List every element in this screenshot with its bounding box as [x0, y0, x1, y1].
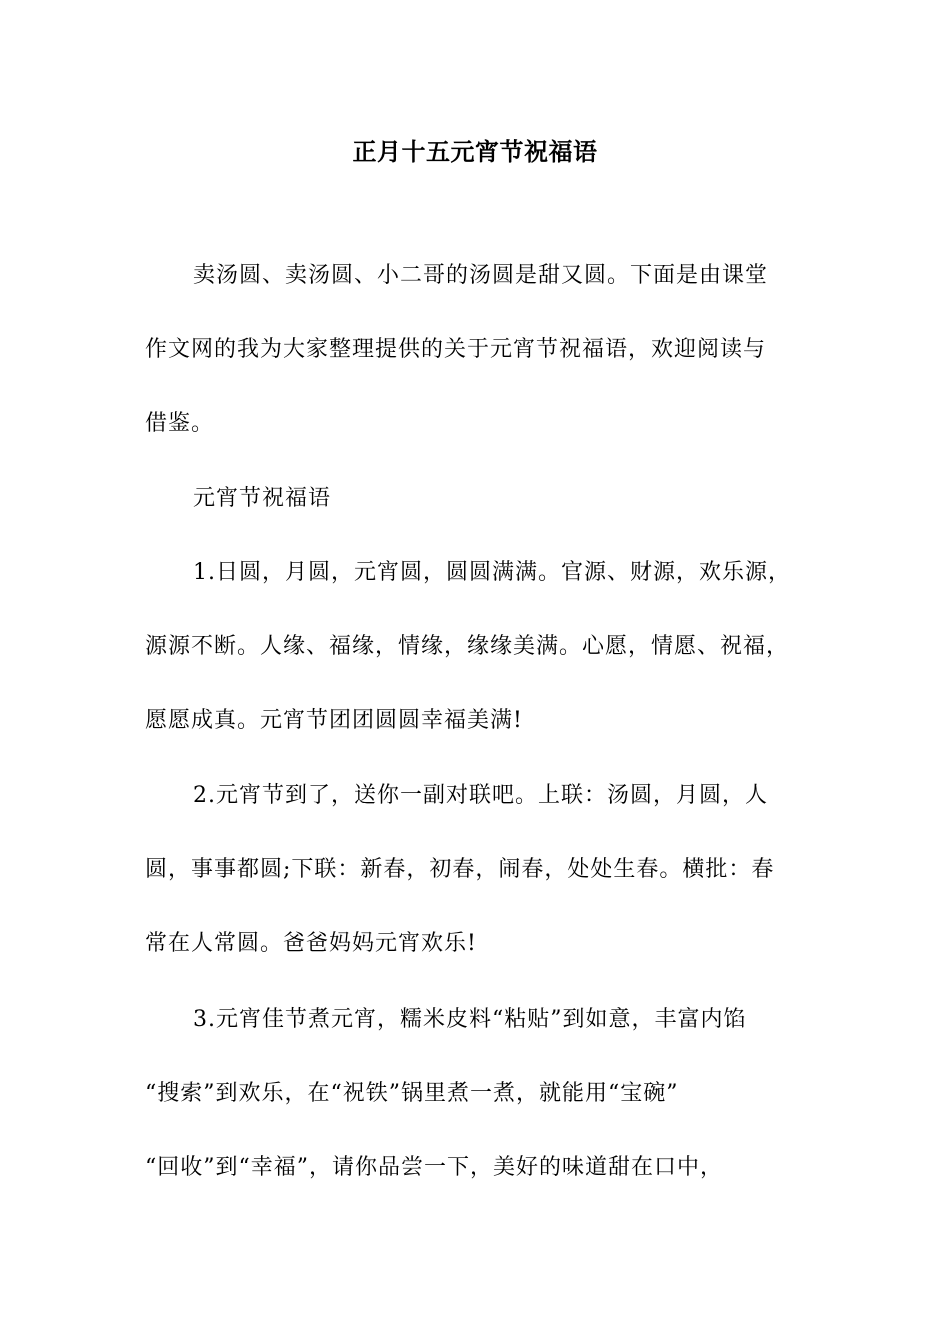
paragraph-line: 1.日圆，月圆，元宵圆，圆圆满满。官源、财源，欢乐源， — [193, 560, 791, 585]
paragraph-line: 2.元宵节到了，送你一副对联吧。上联：汤圆，月圆，人 — [193, 783, 768, 808]
paragraph-line: 借鉴。 — [145, 411, 215, 436]
paragraph-line: 3.元宵佳节煮元宵，糯米皮料“粘贴”到如意，丰富内馅 — [193, 1007, 747, 1032]
paragraph-line: 作文网的我为大家整理提供的关于元宵节祝福语，欢迎阅读与 — [145, 337, 767, 362]
paragraph-line: 常在人常圆。爸爸妈妈元宵欢乐! — [145, 931, 477, 956]
section-heading: 元宵节祝福语 — [193, 486, 332, 511]
paragraph-line: “搜索”到欢乐，在“祝铁”锅里煮一煮，就能用“宝碗” — [145, 1081, 679, 1106]
paragraph-line: 愿愿成真。元宵节团团圆圆幸福美满! — [145, 708, 523, 733]
paragraph-line: “回收”到“幸福”，请你品尝一下，美好的味道甜在口中， — [145, 1155, 723, 1180]
document-title: 正月十五元宵节祝福语 — [352, 137, 598, 166]
paragraph-line: 卖汤圆、卖汤圆、小二哥的汤圆是甜又圆。下面是由课堂 — [193, 263, 769, 288]
paragraph-line: 源源不断。人缘、福缘，情缘，缘缘美满。心愿，情愿、祝福， — [145, 634, 790, 659]
paragraph-line: 圆，事事都圆;下联：新春，初春，闹春，处处生春。横批：春 — [145, 857, 775, 882]
